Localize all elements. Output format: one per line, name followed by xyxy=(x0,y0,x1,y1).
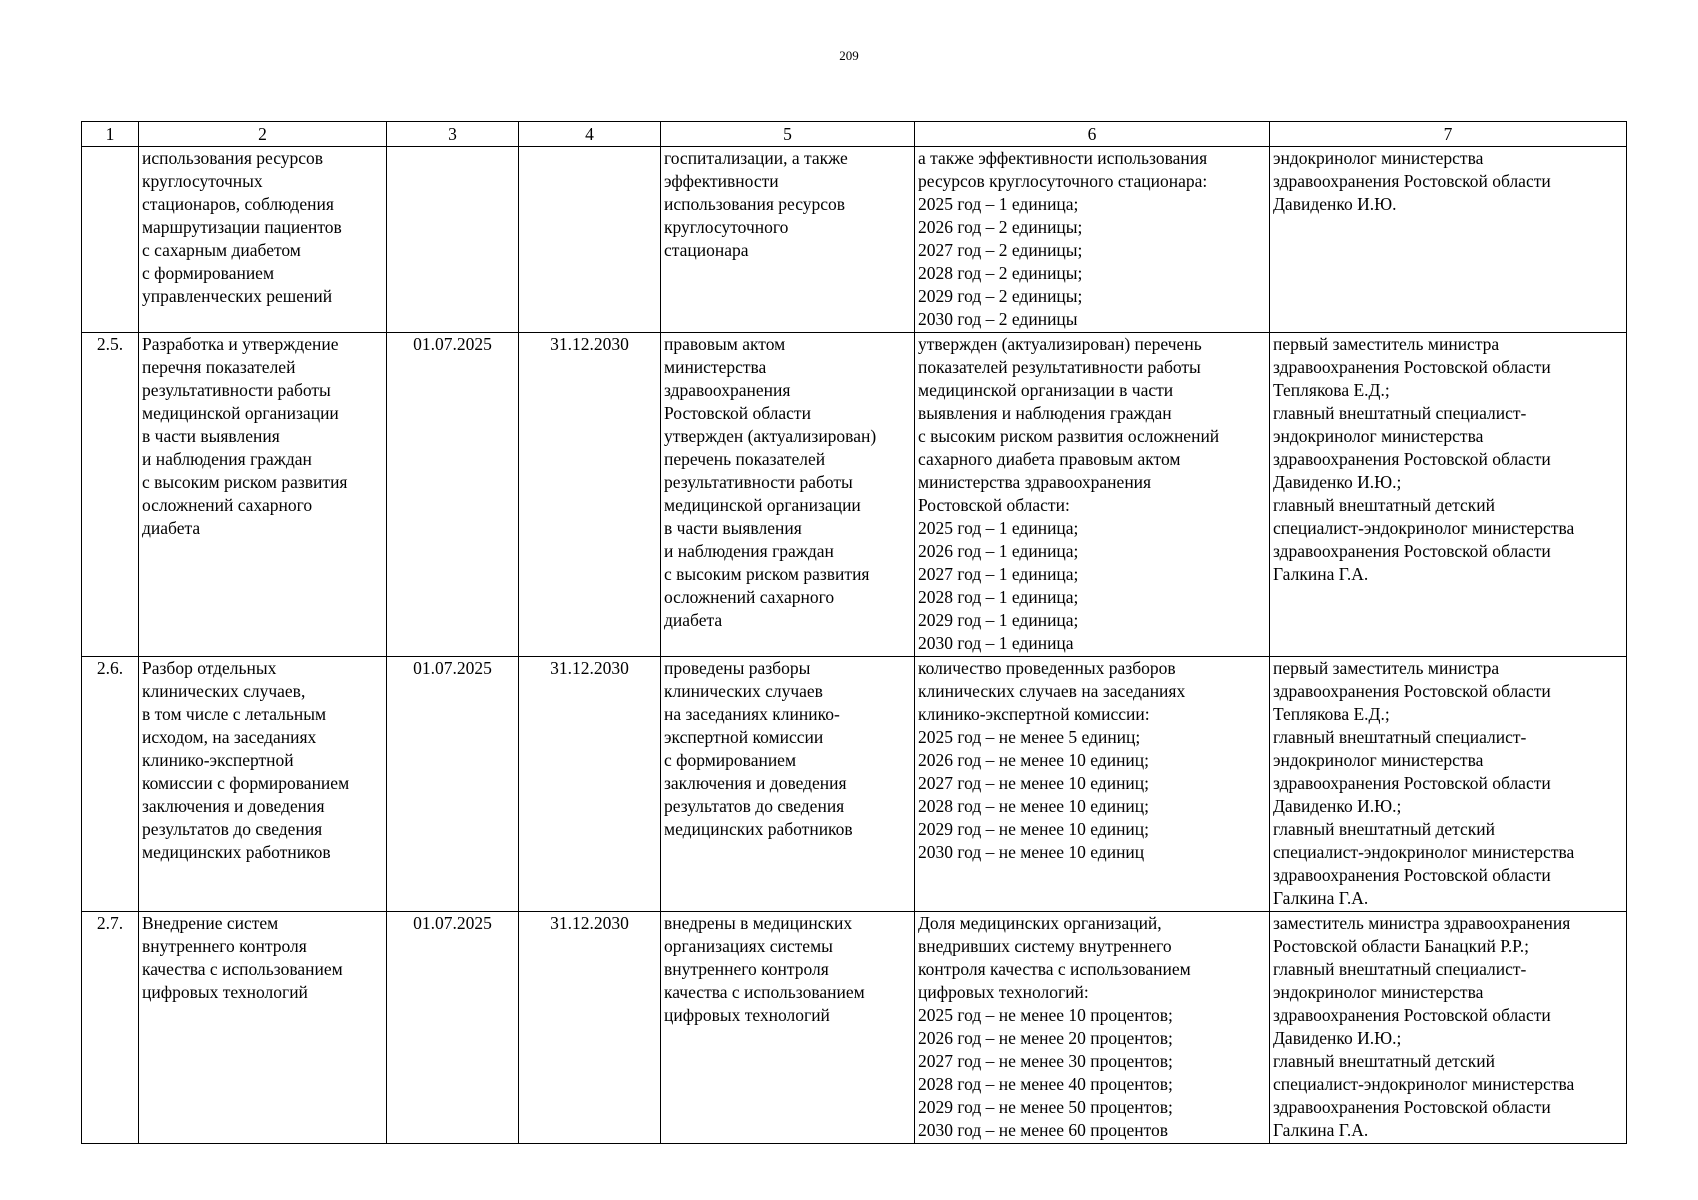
event-name: Разбор отдельных клинических случаев, в том числе с летальным исходом, на заседаниях клинико-экспертной комиссии с формированием заключения и доведения результатов до сведения медицинских работников xyxy=(139,657,387,912)
event-name: использования ресурсов круглосуточных стационаров, соблюдения маршрутизации пациентов с сахарным диабетом с формированием управленческих решений xyxy=(139,147,387,333)
column-header-1: 1 xyxy=(82,122,139,147)
expected-result: проведены разборы клинических случаев на заседаниях клинико- экспертной комиссии с формированием заключения и доведения результатов до сведения медицинских работников xyxy=(661,657,915,912)
column-header-4: 4 xyxy=(519,122,661,147)
header-row xyxy=(82,122,1627,147)
indicator: Доля медицинских организаций, внедривших систему внутреннего контроля качества с использованием цифровых технологий: 2025 год – не менее 10 процентов; 2026 год – не менее 20 процентов; 2027 год – не менее 30 процентов; 2028 год – не менее 40 процентов; 2029 год – не менее 50 процентов; 2030 год – не менее 60 процентов xyxy=(915,912,1270,1144)
table-row xyxy=(82,657,1627,912)
table-row xyxy=(82,147,1627,333)
responsible-person: эндокринолог министерства здравоохранения Ростовской области Давиденко И.Ю. xyxy=(1270,147,1627,333)
item-number xyxy=(82,147,139,333)
start-date: 01.07.2025 xyxy=(387,333,519,657)
start-date xyxy=(387,147,519,333)
indicator: а также эффективности использования ресурсов круглосуточного стационара: 2025 год – 1 единица; 2026 год – 2 единицы; 2027 год – 2 единицы; 2028 год – 2 единицы; 2029 год – 2 единицы; 2030 год – 2 единицы xyxy=(915,147,1270,333)
column-header-3: 3 xyxy=(387,122,519,147)
expected-result: госпитализации, а также эффективности использования ресурсов круглосуточного стационара xyxy=(661,147,915,333)
start-date: 01.07.2025 xyxy=(387,912,519,1144)
plan-table xyxy=(81,121,1627,1144)
end-date: 31.12.2030 xyxy=(519,333,661,657)
column-header-2: 2 xyxy=(139,122,387,147)
end-date xyxy=(519,147,661,333)
expected-result: внедрены в медицинских организациях системы внутреннего контроля качества с использованием цифровых технологий xyxy=(661,912,915,1144)
column-header-5: 5 xyxy=(661,122,915,147)
column-header-6: 6 xyxy=(915,122,1270,147)
expected-result: правовым актом министерства здравоохранения Ростовской области утвержден (актуализирован) перечень показателей результативности работы медицинской организации в части выявления и наблюдения граждан с высоким риском развития осложнений сахарного диабета xyxy=(661,333,915,657)
table-row xyxy=(82,912,1627,1144)
indicator: количество проведенных разборов клинических случаев на заседаниях клинико-экспертной комиссии: 2025 год – не менее 5 единиц; 2026 год – не менее 10 единиц; 2027 год – не менее 10 единиц; 2028 год – не менее 10 единиц; 2029 год – не менее 10 единиц; 2030 год – не менее 10 единиц xyxy=(915,657,1270,912)
item-number: 2.7. xyxy=(82,912,139,1144)
responsible-person: заместитель министра здравоохранения Ростовской области Банацкий Р.Р.; главный внештатный специалист- эндокринолог министерства здравоохранения Ростовской области Давиденко И.Ю.; главный внештатный детский специалист-эндокринолог министерства здравоохранения Ростовской области Галкина Г.А. xyxy=(1270,912,1627,1144)
event-name: Разработка и утверждение перечня показателей результативности работы медицинской организации в части выявления и наблюдения граждан с высоким риском развития осложнений сахарного диабета xyxy=(139,333,387,657)
end-date: 31.12.2030 xyxy=(519,912,661,1144)
start-date: 01.07.2025 xyxy=(387,657,519,912)
event-name: Внедрение систем внутреннего контроля качества с использованием цифровых технологий xyxy=(139,912,387,1144)
item-number: 2.5. xyxy=(82,333,139,657)
end-date: 31.12.2030 xyxy=(519,657,661,912)
responsible-person: первый заместитель министра здравоохранения Ростовской области Теплякова Е.Д.; главный внештатный специалист- эндокринолог министерства здравоохранения Ростовской области Давиденко И.Ю.; главный внештатный детский специалист-эндокринолог министерства здравоохранения Ростовской области Галкина Г.А. xyxy=(1270,657,1627,912)
column-header-7: 7 xyxy=(1270,122,1627,147)
item-number: 2.6. xyxy=(82,657,139,912)
indicator: утвержден (актуализирован) перечень показателей результативности работы медицинской организации в части выявления и наблюдения граждан с высоким риском развития осложнений сахарного диабета правовым актом министерства здравоохранения Ростовской области: 2025 год – 1 единица; 2026 год – 1 единица; 2027 год – 1 единица; 2028 год – 1 единица; 2029 год – 1 единица; 2030 год – 1 единица xyxy=(915,333,1270,657)
responsible-person: первый заместитель министра здравоохранения Ростовской области Теплякова Е.Д.; главный внештатный специалист- эндокринолог министерства здравоохранения Ростовской области Давиденко И.Ю.; главный внештатный детский специалист-эндокринолог министерства здравоохранения Ростовской области Галкина Г.А. xyxy=(1270,333,1627,657)
page-number: 209 xyxy=(839,48,859,63)
table-row xyxy=(82,333,1627,657)
